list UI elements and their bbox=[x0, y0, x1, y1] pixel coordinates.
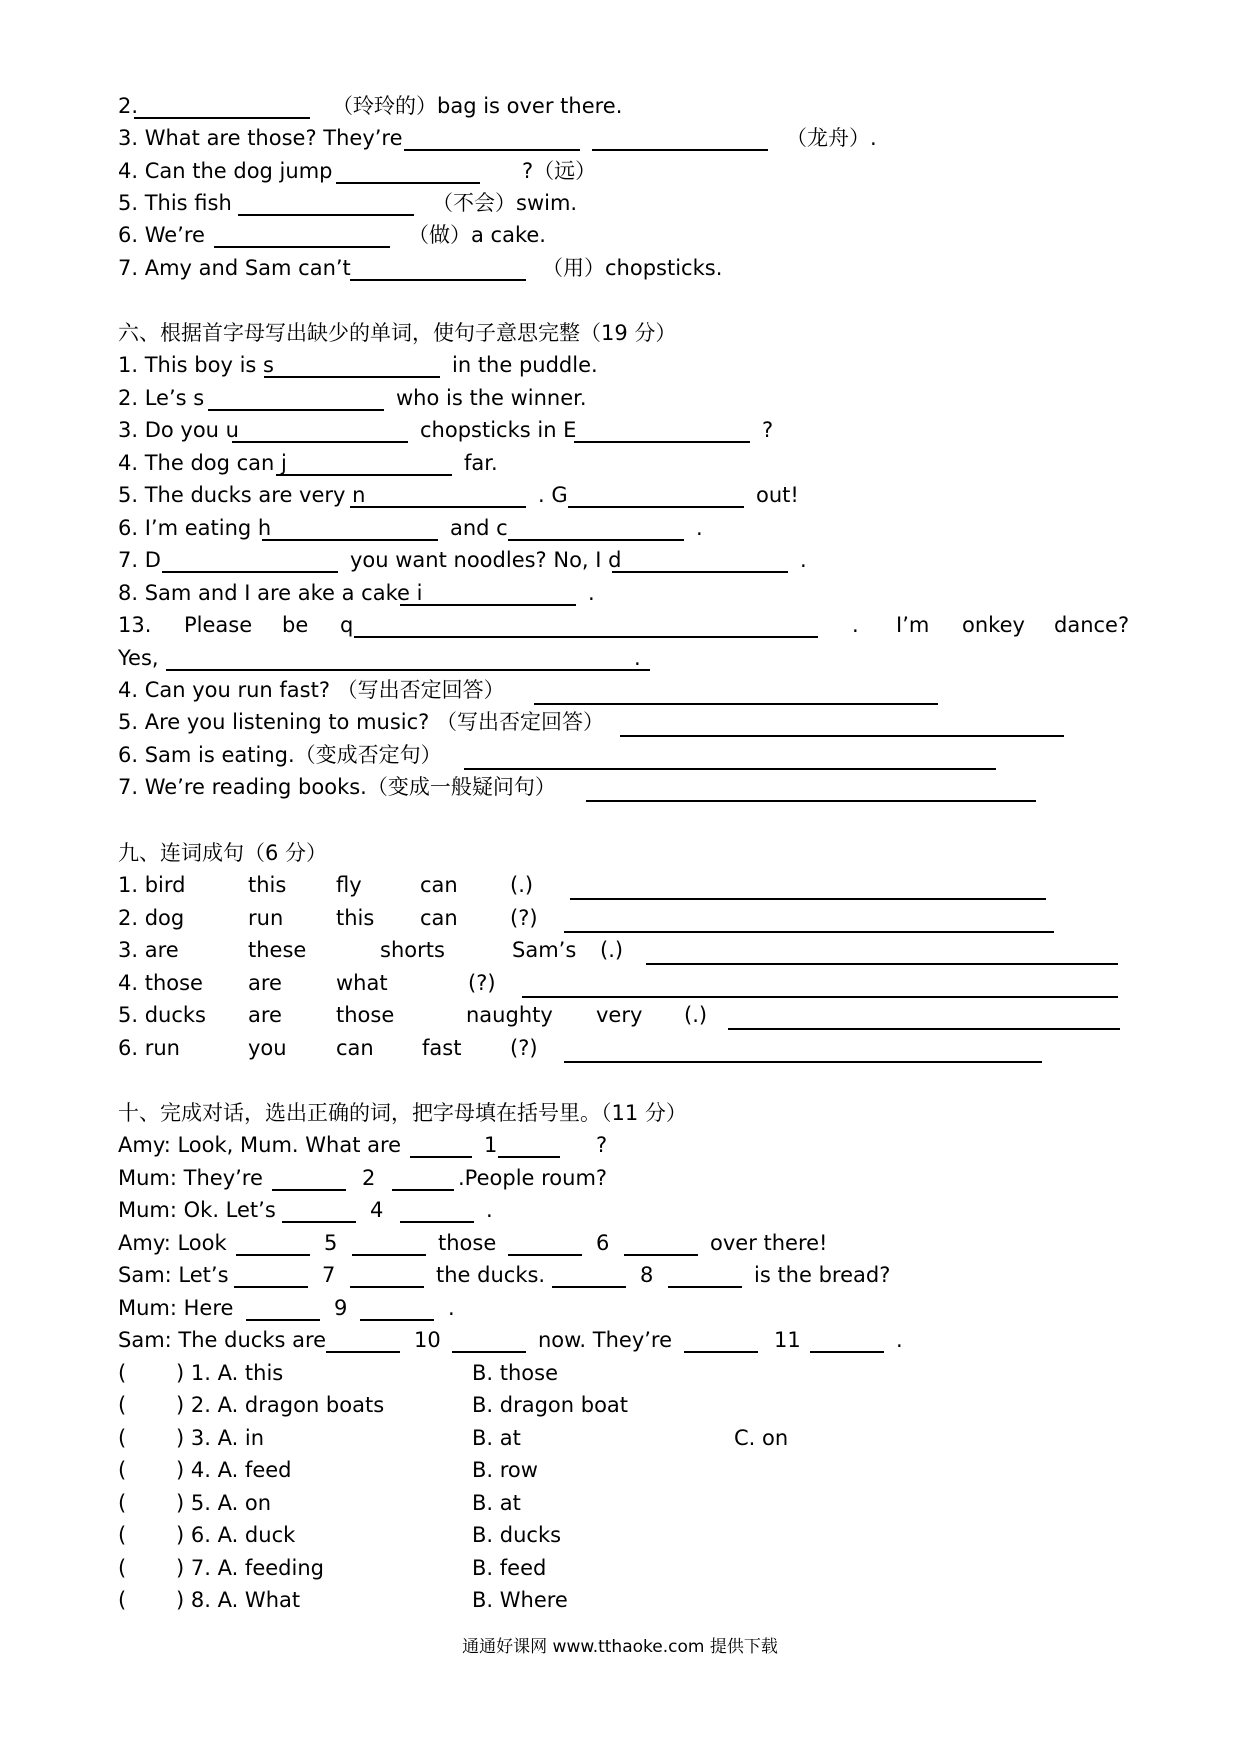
s6-line-6-text: 6. I’m eating h bbox=[118, 516, 272, 540]
word: shorts bbox=[380, 938, 445, 962]
choice-b: B. those bbox=[472, 1361, 559, 1385]
word: 4. those bbox=[118, 971, 203, 995]
choice-a: ) 4. A. feed bbox=[176, 1458, 292, 1482]
answer-paren[interactable]: ( bbox=[118, 1426, 127, 1450]
s8-line-5-text: 5. Are you listening to music? （写出否定回答） bbox=[118, 710, 604, 734]
answer-blank[interactable] bbox=[612, 571, 788, 573]
word: those bbox=[336, 1003, 395, 1027]
answer-blank[interactable] bbox=[352, 1254, 426, 1256]
choice-a: ) 5. A. on bbox=[176, 1491, 272, 1515]
answer-blank[interactable] bbox=[264, 376, 440, 378]
s8-line-6-text: 6. Sam is eating.（变成否定句） bbox=[118, 743, 442, 767]
word: are bbox=[248, 971, 282, 995]
dialog-text: Amy: Look bbox=[118, 1231, 227, 1255]
dialog-tail: .People roum? bbox=[458, 1166, 608, 1190]
answer-paren[interactable]: ( bbox=[118, 1458, 127, 1482]
s6-line-13-w1: Please bbox=[184, 613, 253, 637]
word: 2. dog bbox=[118, 906, 185, 930]
word: can bbox=[420, 906, 458, 930]
answer-blank[interactable] bbox=[574, 441, 750, 443]
answer-blank[interactable] bbox=[232, 441, 408, 443]
s6-line-3-text: 3. Do you u bbox=[118, 418, 239, 442]
punctuation: (?) bbox=[510, 906, 538, 930]
s6-line-5-tail: out! bbox=[756, 483, 799, 507]
answer-blank[interactable] bbox=[564, 931, 1054, 933]
s6-line-4-tail: far. bbox=[464, 451, 498, 475]
blank-number: 5 bbox=[324, 1231, 338, 1255]
s6-line-8-tail: . bbox=[588, 581, 595, 605]
answer-blank[interactable] bbox=[262, 539, 438, 541]
s6-line-3-tail: ? bbox=[762, 418, 774, 442]
s6-line-13-dot: . bbox=[852, 613, 859, 637]
word: this bbox=[336, 906, 375, 930]
word: can bbox=[420, 873, 458, 897]
word: fly bbox=[336, 873, 362, 897]
choice-a: ) 8. A. What bbox=[176, 1588, 301, 1612]
punctuation: (.) bbox=[510, 873, 534, 897]
s5-line-6-tail: （做）a cake. bbox=[408, 223, 546, 247]
s6-line-7-tail: . bbox=[800, 548, 807, 572]
s6-line-2-text: 2. Le’s s bbox=[118, 386, 205, 410]
answer-blank[interactable] bbox=[238, 214, 414, 216]
dialog-text: Mum: They’re bbox=[118, 1166, 263, 1190]
blank-number: 8 bbox=[640, 1263, 654, 1287]
answer-blank[interactable] bbox=[350, 1286, 424, 1288]
answer-blank[interactable] bbox=[162, 571, 338, 573]
blank-number: 1 bbox=[484, 1133, 498, 1157]
answer-blank[interactable] bbox=[586, 800, 1036, 802]
punctuation: (.) bbox=[684, 1003, 708, 1027]
answer-blank[interactable] bbox=[354, 636, 818, 638]
answer-blank[interactable] bbox=[350, 506, 526, 508]
word: can bbox=[336, 1036, 374, 1060]
s5-line-2-tail: （玲玲的）bag is over there. bbox=[332, 94, 623, 118]
word: what bbox=[336, 971, 388, 995]
answer-paren[interactable]: ( bbox=[118, 1393, 127, 1417]
s6-line-3-mid: chopsticks in E bbox=[420, 418, 577, 442]
word: run bbox=[248, 906, 284, 930]
s6-line-13-w5: onkey bbox=[962, 613, 1025, 637]
answer-blank[interactable] bbox=[236, 1254, 310, 1256]
answer-blank[interactable] bbox=[564, 1061, 1042, 1063]
answer-blank[interactable] bbox=[272, 1189, 346, 1191]
s6-line-7-text: 7. D bbox=[118, 548, 161, 572]
answer-blank[interactable] bbox=[410, 1156, 472, 1158]
dialog-mid: those bbox=[438, 1231, 497, 1255]
answer-blank[interactable] bbox=[360, 1319, 434, 1321]
dialog-mid: now. They’re bbox=[538, 1328, 673, 1352]
blank-number: 6 bbox=[596, 1231, 610, 1255]
s5-line-7-text: 7. Amy and Sam can’t bbox=[118, 256, 351, 280]
dialog-text: Amy: Look, Mum. What are bbox=[118, 1133, 402, 1157]
s5-line-4-text: 4. Can the dog jump bbox=[118, 159, 333, 183]
answer-blank[interactable] bbox=[534, 703, 938, 705]
page-footer: 通通好课网 www.tthaoke.com 提供下载 bbox=[462, 1637, 778, 1657]
answer-blank[interactable] bbox=[208, 409, 384, 411]
answer-paren[interactable]: ( bbox=[118, 1556, 127, 1580]
dialog-tail: . bbox=[486, 1198, 493, 1222]
s6-line-8-text: 8. Sam and I are ake a cake i bbox=[118, 581, 423, 605]
dialog-tail: . bbox=[896, 1328, 903, 1352]
blank-number: 9 bbox=[334, 1296, 348, 1320]
s6-line-13-w2: be bbox=[282, 613, 309, 637]
section-9-heading: 九、连词成句（6 分） bbox=[118, 841, 328, 865]
answer-paren[interactable]: ( bbox=[118, 1523, 127, 1547]
punctuation: (?) bbox=[510, 1036, 538, 1060]
answer-blank[interactable] bbox=[400, 604, 576, 606]
s6-line-13-num: 13. bbox=[118, 613, 152, 637]
s6-line-13-w3: q bbox=[340, 613, 354, 637]
answer-blank[interactable] bbox=[404, 149, 580, 151]
answer-blank[interactable] bbox=[592, 149, 768, 151]
dialog-text: Mum: Here bbox=[118, 1296, 234, 1320]
s6-line-5-text: 5. The ducks are very n bbox=[118, 483, 366, 507]
dialog-text: Sam: Let’s bbox=[118, 1263, 229, 1287]
section-10-heading: 十、完成对话，选出正确的词，把字母填在括号里。（11 分） bbox=[118, 1101, 687, 1125]
choice-a: ) 3. A. in bbox=[176, 1426, 265, 1450]
answer-blank[interactable] bbox=[392, 1189, 454, 1191]
choice-b: B. Where bbox=[472, 1588, 568, 1612]
answer-blank[interactable] bbox=[336, 182, 480, 184]
answer-blank[interactable] bbox=[684, 1351, 758, 1353]
dialog-text: Sam: The ducks are bbox=[118, 1328, 327, 1352]
answer-paren[interactable]: ( bbox=[118, 1361, 127, 1385]
dialog-tail: is the bread? bbox=[754, 1263, 891, 1287]
blank-number: 7 bbox=[322, 1263, 336, 1287]
answer-paren[interactable]: ( bbox=[118, 1491, 127, 1515]
choice-b: B. row bbox=[472, 1458, 538, 1482]
s5-line-5-tail: （不会）swim. bbox=[432, 191, 578, 215]
s6-line-7-mid: you want noodles? No, I d bbox=[350, 548, 622, 572]
dialog-mid: the ducks. bbox=[436, 1263, 546, 1287]
dialog-tail: ? bbox=[596, 1133, 608, 1157]
dialog-tail: over there! bbox=[710, 1231, 828, 1255]
blank-number: 4 bbox=[370, 1198, 384, 1222]
answer-blank[interactable] bbox=[464, 768, 996, 770]
answer-blank[interactable] bbox=[350, 279, 526, 281]
dialog-text: Mum: Ok. Let’s bbox=[118, 1198, 276, 1222]
word: Sam’s bbox=[512, 938, 577, 962]
s6-line-1-text: 1. This boy is s bbox=[118, 353, 274, 377]
blank-number: 10 bbox=[414, 1328, 441, 1352]
punctuation: (.) bbox=[600, 938, 624, 962]
answer-blank[interactable] bbox=[400, 1221, 474, 1223]
section-6-heading: 六、根据首字母写出缺少的单词，使句子意思完整（19 分） bbox=[118, 321, 677, 345]
answer-blank[interactable] bbox=[134, 117, 310, 119]
answer-blank[interactable] bbox=[646, 963, 1118, 965]
s5-line-4-tail: ?（远） bbox=[522, 159, 597, 183]
word: 6. run bbox=[118, 1036, 180, 1060]
s5-line-3-text: 3. What are those? They’re bbox=[118, 126, 403, 150]
answer-blank[interactable] bbox=[522, 996, 1118, 998]
answer-blank[interactable] bbox=[498, 1156, 560, 1158]
choice-a: ) 6. A. duck bbox=[176, 1523, 296, 1547]
answer-blank[interactable] bbox=[282, 1221, 356, 1223]
word: fast bbox=[422, 1036, 462, 1060]
s6-line-1-tail: in the puddle. bbox=[452, 353, 598, 377]
answer-blank[interactable] bbox=[568, 506, 744, 508]
answer-blank[interactable] bbox=[508, 539, 684, 541]
choice-b: B. dragon boat bbox=[472, 1393, 629, 1417]
choice-b: B. feed bbox=[472, 1556, 547, 1580]
s5-line-7-tail: （用）chopsticks. bbox=[542, 256, 723, 280]
word: are bbox=[248, 1003, 282, 1027]
blank-number: 2 bbox=[362, 1166, 376, 1190]
s5-line-2-num: 2. bbox=[118, 94, 139, 118]
answer-blank[interactable] bbox=[728, 1028, 1120, 1030]
choice-b: B. at bbox=[472, 1426, 521, 1450]
word: 1. bird bbox=[118, 873, 186, 897]
answer-blank[interactable] bbox=[234, 1286, 308, 1288]
s6-line-5-mid: . G bbox=[538, 483, 568, 507]
s5-line-6-text: 6. We’re bbox=[118, 223, 205, 247]
s6-line-6-tail: . bbox=[696, 516, 703, 540]
s6-line-6-mid: and c bbox=[450, 516, 508, 540]
s6-line-13b-text: Yes, bbox=[118, 646, 159, 670]
answer-blank[interactable] bbox=[166, 669, 650, 671]
blank-number: 11 bbox=[774, 1328, 801, 1352]
s8-line-4-text: 4. Can you run fast? （写出否定回答） bbox=[118, 678, 505, 702]
choice-c: C. on bbox=[734, 1426, 789, 1450]
answer-blank[interactable] bbox=[624, 1254, 698, 1256]
answer-blank[interactable] bbox=[552, 1286, 626, 1288]
punctuation: (?) bbox=[468, 971, 496, 995]
answer-blank[interactable] bbox=[668, 1286, 742, 1288]
answer-blank[interactable] bbox=[810, 1351, 884, 1353]
word: you bbox=[248, 1036, 287, 1060]
s5-line-3-tail: （龙舟）. bbox=[786, 126, 877, 150]
s5-line-5-text: 5. This fish bbox=[118, 191, 232, 215]
answer-paren[interactable]: ( bbox=[118, 1588, 127, 1612]
word: naughty bbox=[466, 1003, 553, 1027]
s8-line-7-text: 7. We’re reading books.（变成一般疑问句） bbox=[118, 775, 556, 799]
word: 5. ducks bbox=[118, 1003, 206, 1027]
answer-blank[interactable] bbox=[620, 735, 1064, 737]
dialog-tail: . bbox=[448, 1296, 455, 1320]
answer-blank[interactable] bbox=[326, 1351, 400, 1353]
choice-a: ) 2. A. dragon boats bbox=[176, 1393, 385, 1417]
choice-b: B. ducks bbox=[472, 1523, 562, 1547]
word: very bbox=[596, 1003, 643, 1027]
answer-blank[interactable] bbox=[508, 1254, 582, 1256]
word: these bbox=[248, 938, 307, 962]
s6-line-4-text: 4. The dog can j bbox=[118, 451, 287, 475]
choice-b: B. at bbox=[472, 1491, 521, 1515]
answer-blank[interactable] bbox=[570, 898, 1046, 900]
choice-a: ) 7. A. feeding bbox=[176, 1556, 324, 1580]
word: 3. are bbox=[118, 938, 179, 962]
s6-line-13b-tail: . bbox=[634, 646, 641, 670]
choice-a: ) 1. A. this bbox=[176, 1361, 284, 1385]
s6-line-2-tail: who is the winner. bbox=[396, 386, 587, 410]
s6-line-13-w4: I’m bbox=[896, 613, 930, 637]
s6-line-13-w6: dance? bbox=[1054, 613, 1130, 637]
answer-blank[interactable] bbox=[214, 246, 390, 248]
answer-blank[interactable] bbox=[246, 1319, 320, 1321]
word: this bbox=[248, 873, 287, 897]
answer-blank[interactable] bbox=[276, 474, 452, 476]
answer-blank[interactable] bbox=[452, 1351, 526, 1353]
